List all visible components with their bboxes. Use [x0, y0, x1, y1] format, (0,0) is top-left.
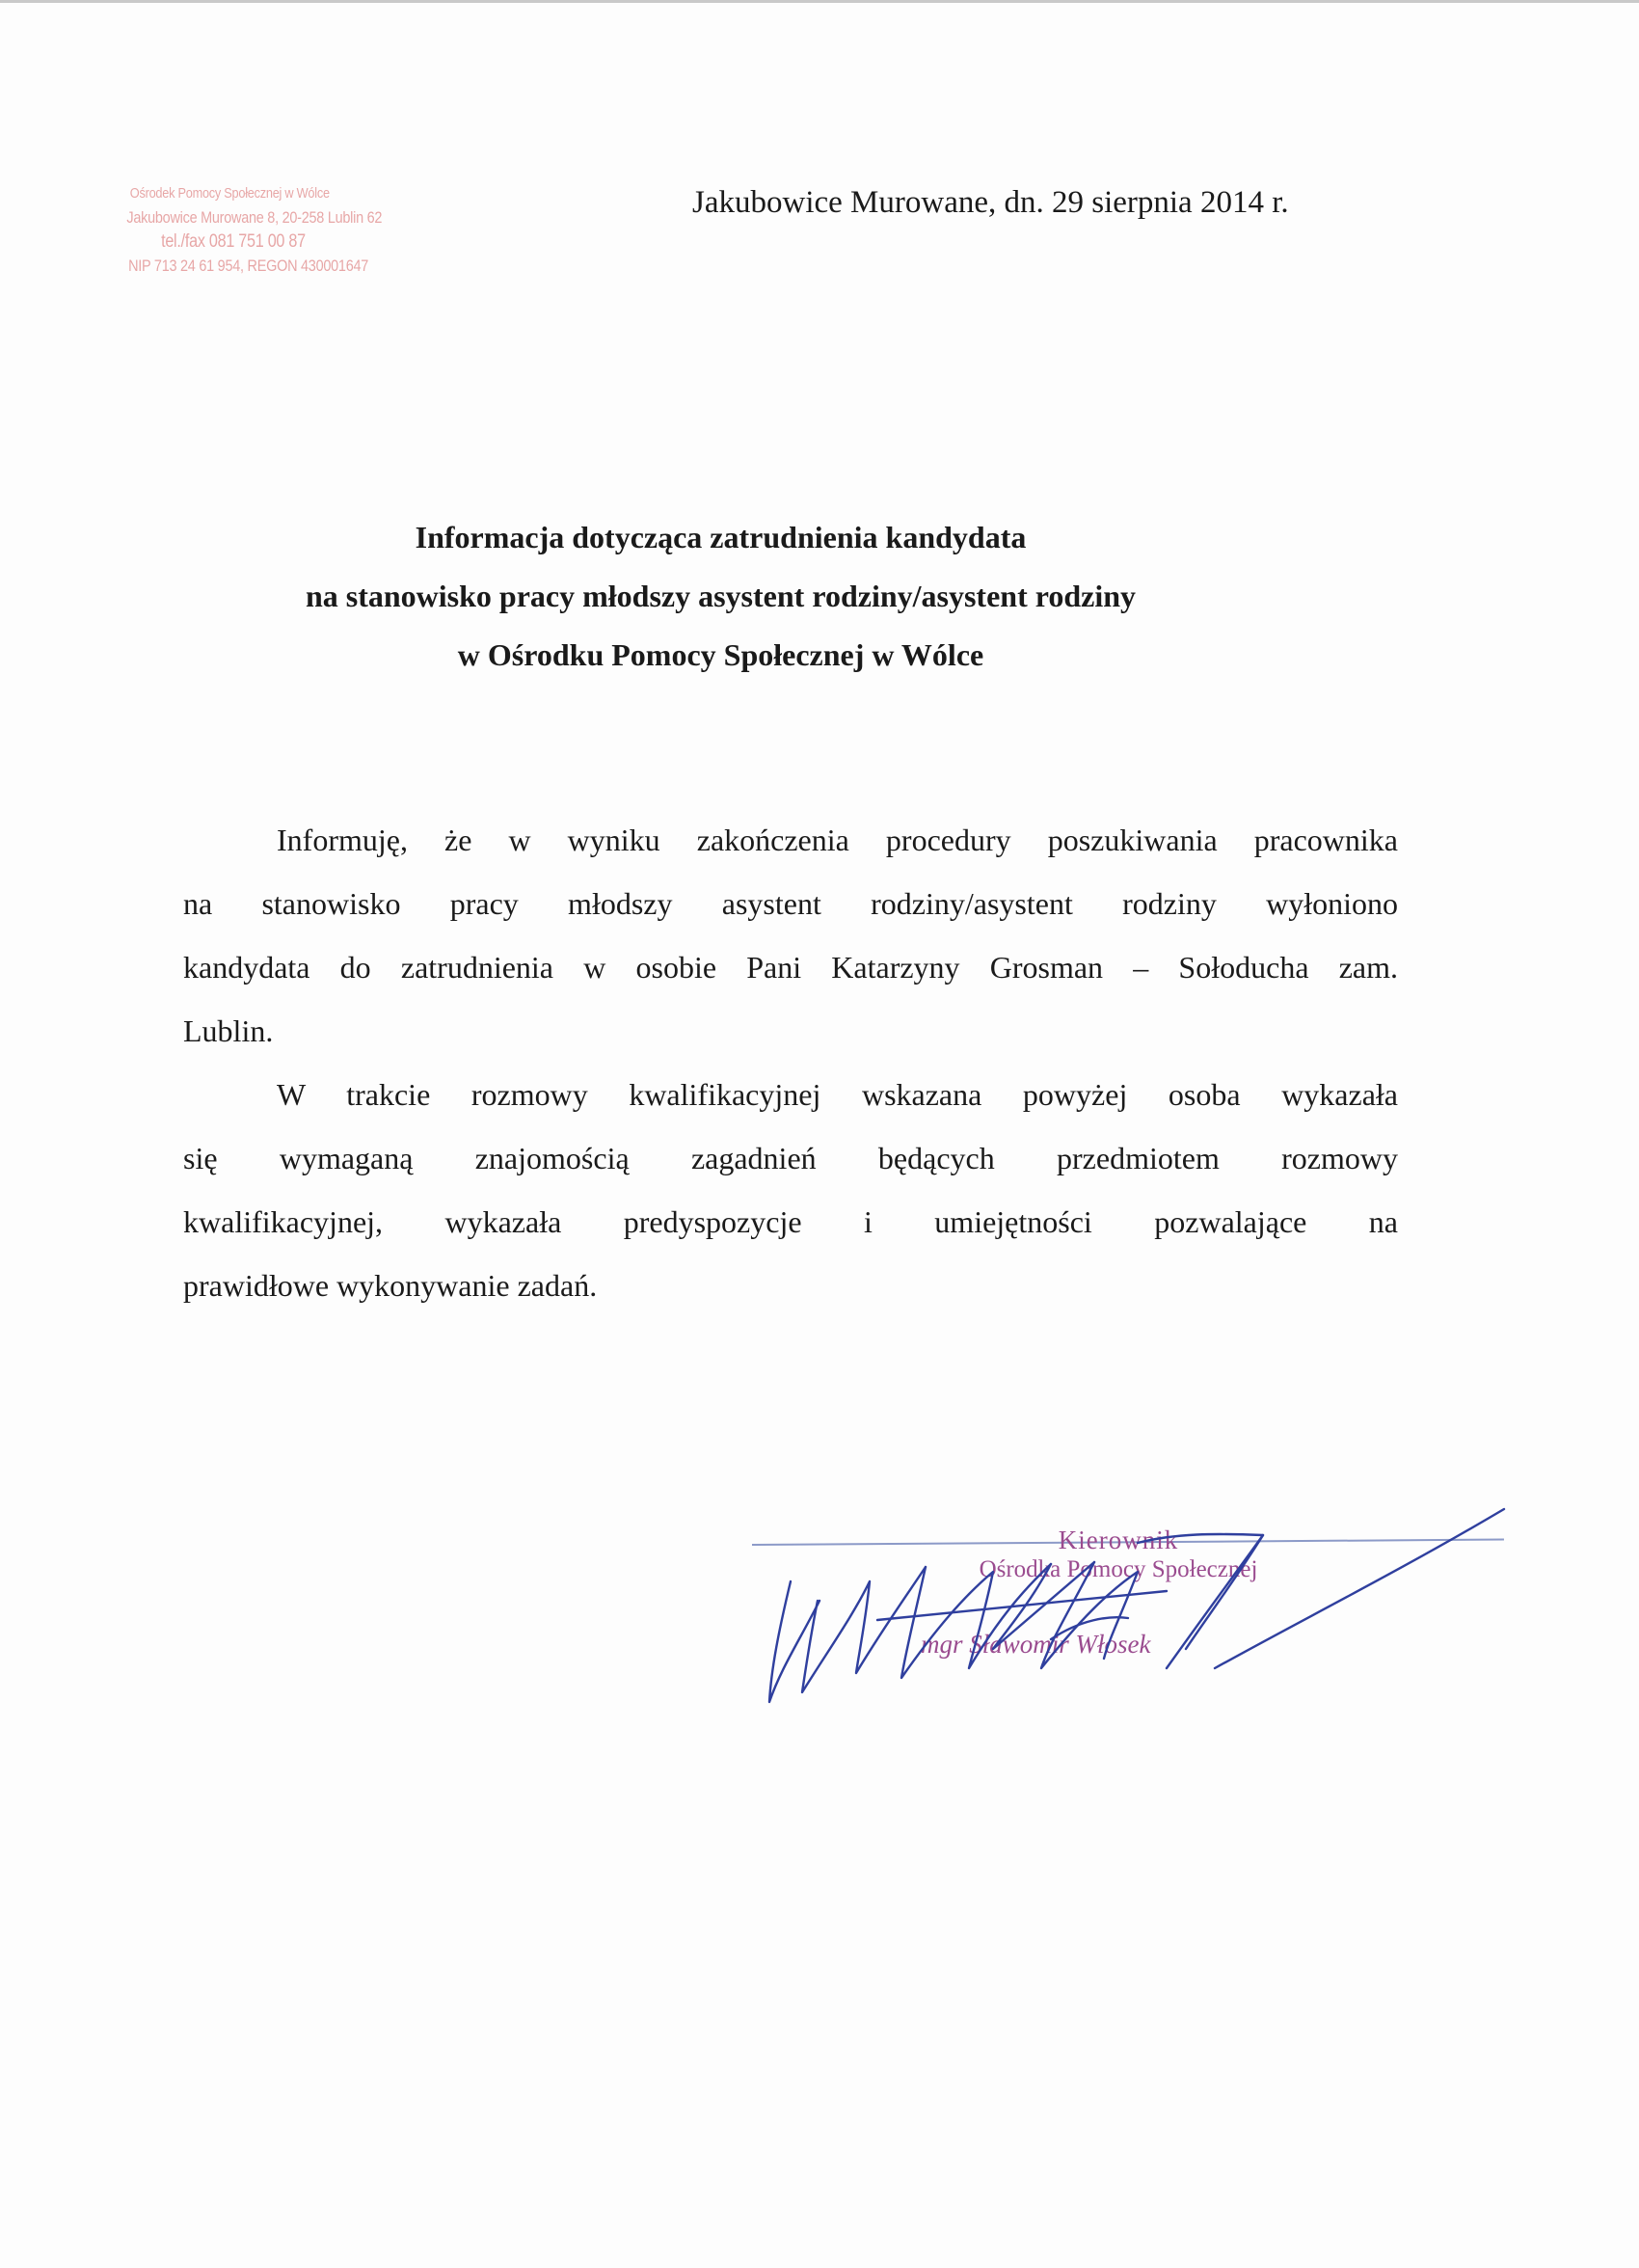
scan-edge — [0, 0, 1639, 3]
paragraph-line: na stanowisko pracy młodszy asystent rodziny/asystent rodziny wyłoniono — [183, 886, 1398, 921]
title-line-2: na stanowisko pracy młodszy asystent rodziny/asystent rodziny — [305, 579, 1137, 613]
stamp-line-institution: Ośrodek Pomocy Społecznej w Wólce — [129, 185, 330, 202]
signatory-name: mgr Sławomir Włosek — [921, 1630, 1151, 1659]
document-title — [183, 508, 1258, 685]
title-line-1: Informacja dotycząca zatrudnienia kandydata — [415, 520, 1027, 554]
handwritten-signature-icon — [762, 1504, 1514, 1726]
title-line-3: w Ośrodku Pomocy Społecznej w Wólce — [457, 637, 984, 672]
paragraph-line: Lublin. — [183, 1013, 274, 1048]
signatory-title: Kierownik — [1058, 1526, 1179, 1554]
paragraph-line: Informuję, że w wyniku zakończenia procedury poszukiwania pracownika — [277, 823, 1398, 857]
paragraph-line: kwalifikacyjnej, wykazała predyspozycje i umiejętności pozwalające na — [183, 1204, 1398, 1239]
signatory-institution: Ośrodka Pomocy Społecznej — [979, 1556, 1258, 1582]
paragraph-interview-assessment — [183, 1063, 1398, 1317]
institution-stamp — [123, 181, 383, 278]
stamp-line-phone: tel./fax 081 751 00 87 — [161, 231, 306, 252]
stamp-line-registry: NIP 713 24 61 954, REGON 430001647 — [128, 256, 369, 275]
paragraph-line: kandydata do zatrudnienia w osobie Pani Katarzyny Grosman – Sołoducha zam. — [183, 950, 1398, 985]
paragraph-line: W trakcie rozmowy kwalifikacyjnej wskazana powyżej osoba wykazała — [277, 1077, 1398, 1112]
stamp-line-address: Jakubowice Murowane 8, 20-258 Lublin 62 — [126, 208, 383, 227]
paragraph-line: się wymaganą znajomością zagadnień będących przedmiotem rozmowy — [183, 1141, 1398, 1175]
paragraph-selection-result — [183, 808, 1398, 1063]
paragraph-line: prawidłowe wykonywanie zadań. — [183, 1268, 598, 1303]
document-body — [183, 808, 1398, 1317]
place-and-date: Jakubowice Murowane, dn. 29 sierpnia 2014 r. — [692, 185, 1289, 220]
